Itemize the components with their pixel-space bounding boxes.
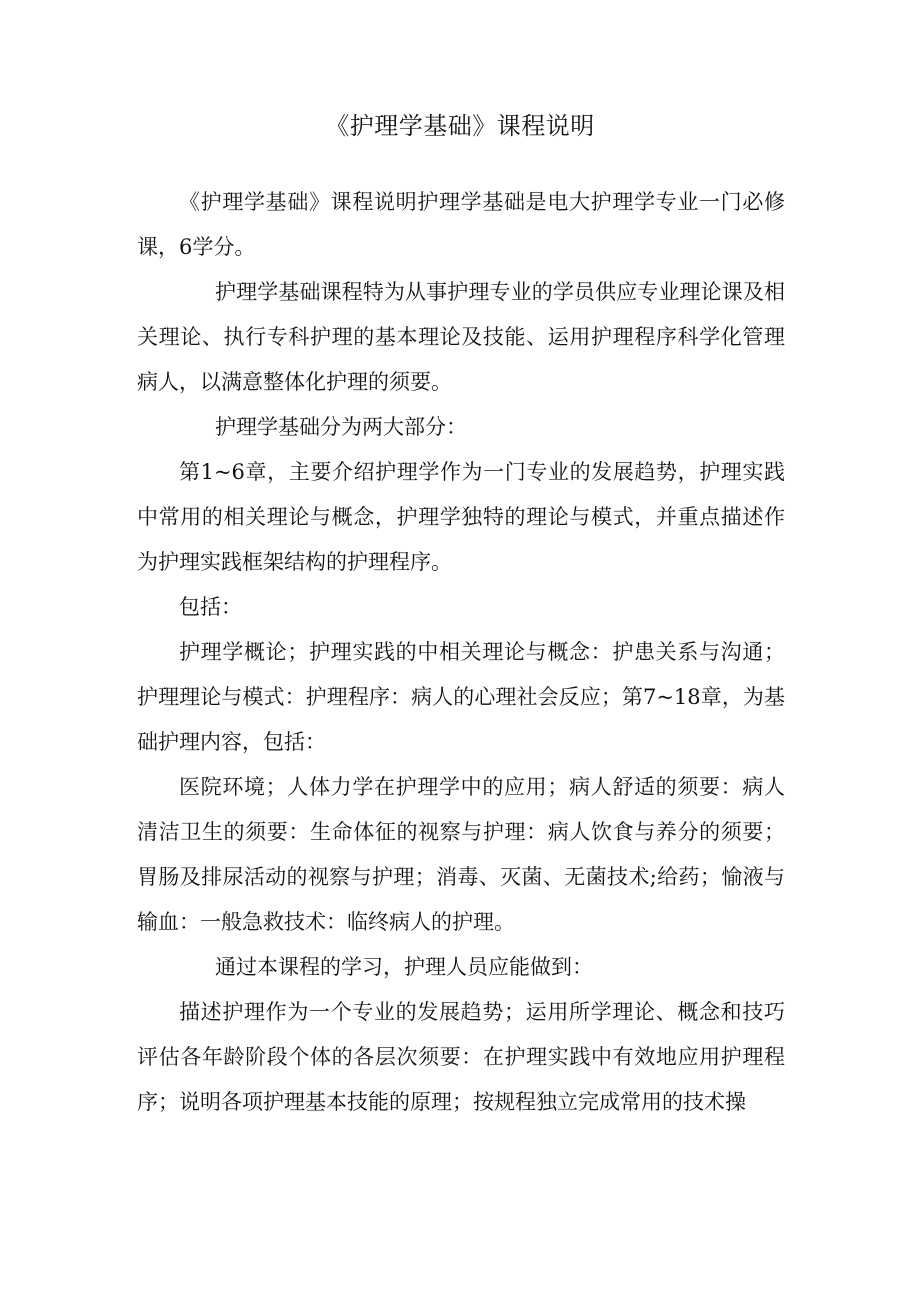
- paragraph-chapters-1-6: 第1~6章，主要介绍护理学作为一门专业的发展趋势，护理实践中常用的相关理论与概念，护理学独特的理论与模式，并重点描述作为护理实践框架结构的护理程序。: [137, 460, 785, 574]
- paragraph-two-parts: 护理学基础分为两大部分：: [215, 415, 467, 439]
- paragraph-topics-part-1: 护理学概论；护理实践的中相关理论与概念：护患关系与沟通；护理理论与模式：护理程序：病人的心理社会反应；第7~18章，为基础护理内容，包括：: [137, 640, 785, 754]
- paragraph-learning-goals-intro: 通过本课程的学习，护理人员应能做到：: [215, 955, 593, 979]
- paragraph-includes: 包括：: [179, 595, 242, 619]
- paragraph-intro: 《护理学基础》课程说明护理学基础是电大护理学专业一门必修课，6学分。: [137, 190, 785, 259]
- document-title: 《护理学基础》课程说明: [325, 112, 595, 140]
- paragraph-learning-goals: 描述护理作为一个专业的发展趋势；运用所学理论、概念和技巧评估各年龄阶段个体的各层次须要：在护理实践中有效地应用护理程序；说明各项护理基本技能的原理；按规程独立完成常用的技术操: [137, 1000, 785, 1114]
- paragraph-course-purpose: 护理学基础课程特为从事护理专业的学员供应专业理论课及相关理论、执行专科护理的基本理论及技能、运用护理程序科学化管理病人，以满意整体化护理的须要。: [137, 280, 785, 394]
- document-body: [137, 180, 785, 1125]
- paragraph-topics-part-2: 医院环境；人体力学在护理学中的应用；病人舒适的须要：病人清洁卫生的须要：生命体征的视察与护理：病人饮食与养分的须要；胃肠及排尿活动的视察与护理；消毒、灭菌、无菌技术;给药；愉液与输血：一般急救技术：临终病人的护理。: [137, 775, 785, 934]
